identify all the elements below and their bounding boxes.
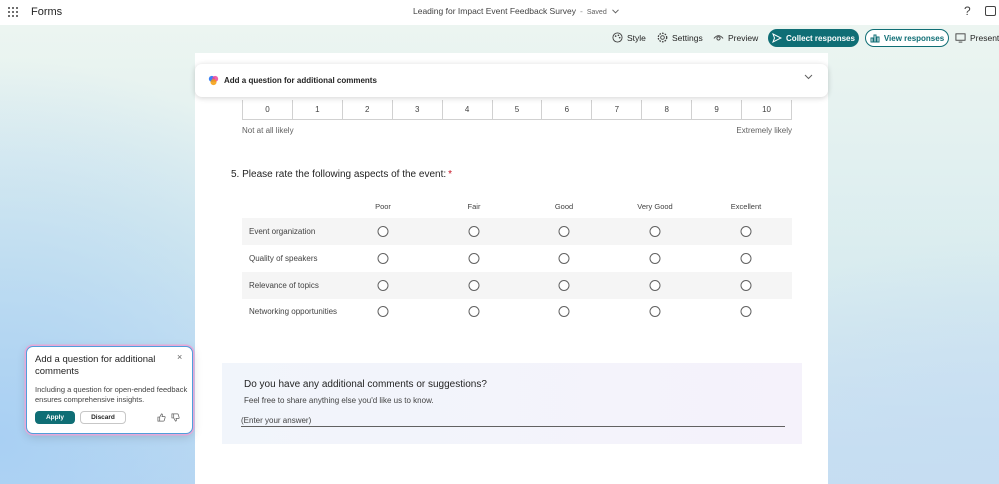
suggestion-card-body: Including a question for open-ended feedback ensures comprehensive insights. [35,385,188,404]
nps-option[interactable]: 3 [392,100,442,119]
nps-option[interactable]: 1 [292,100,342,119]
present-button[interactable] [955,32,999,43]
view-responses-label: View responses [883,33,945,43]
feedback-icon[interactable] [985,6,996,16]
rating-radio[interactable] [378,306,389,317]
rating-radio[interactable] [650,253,661,264]
nps-option[interactable]: 5 [492,100,542,119]
nps-scale [242,100,792,120]
thumbs-up-icon[interactable] [157,413,166,422]
matrix-column-header: Excellent [730,202,762,211]
collect-responses-label: Collect responses [786,33,855,43]
answer-input[interactable] [241,415,785,427]
rating-radio[interactable] [559,253,570,264]
rating-radio[interactable] [741,226,752,237]
question-5-title [231,169,452,180]
rating-radio[interactable] [650,280,661,291]
collect-responses-button[interactable] [768,29,859,47]
chevron-down-icon [612,9,619,16]
settings-label: Settings [672,32,703,43]
monitor-icon [955,32,966,43]
help-icon[interactable]: ? [964,4,971,18]
rating-radio[interactable] [469,280,480,291]
thumbs-down-icon[interactable] [171,413,180,422]
chevron-down-icon[interactable] [804,74,813,80]
app-name[interactable]: Forms [31,6,63,18]
close-icon[interactable]: × [177,352,183,362]
rating-radio[interactable] [559,280,570,291]
rating-radio[interactable] [469,226,480,237]
rating-radio[interactable] [650,306,661,317]
nps-high-label: Extremely likely [736,126,792,135]
suggestion-card-title: Add a question for additional comments [35,354,156,377]
gear-icon [657,32,668,43]
title-separator: - [580,6,583,16]
suggestion-banner[interactable] [195,64,828,97]
question-5-text: 5. Please rate the following aspects of the event: [231,169,447,180]
rating-radio[interactable] [469,253,480,264]
top-bar [0,0,999,25]
nps-option[interactable]: 6 [541,100,591,119]
view-responses-button[interactable] [865,29,949,47]
settings-button[interactable] [657,32,703,43]
banner-text: Add a question for additional comments [224,76,377,85]
nps-option[interactable]: 2 [342,100,392,119]
question-6-subtitle: Feel free to share anything else you'd like us to know. [244,396,434,405]
preview-button[interactable] [713,32,758,43]
matrix-row-label: Quality of speakers [249,254,318,263]
discard-button[interactable]: Discard [80,411,126,424]
send-icon [772,33,782,43]
matrix-row-label: Networking opportunities [249,307,338,316]
rating-radio[interactable] [469,306,480,317]
preview-label: Preview [728,32,759,43]
matrix-column-header: Very Good [637,202,673,211]
required-mark: * [448,169,453,180]
document-title: Leading for Impact Event Feedback Survey [413,6,577,16]
matrix-row [242,272,792,299]
toolbar [0,25,999,53]
present-label: Present [970,32,999,43]
apply-button[interactable]: Apply [35,411,75,424]
eye-icon [713,32,724,43]
matrix-row [242,245,792,272]
style-label: Style [627,32,646,43]
save-status: Saved [586,9,607,16]
question-6-card[interactable] [222,363,802,444]
chart-icon [870,33,880,43]
style-button[interactable] [612,32,646,43]
matrix-row [242,218,792,245]
matrix-row [242,298,792,325]
rating-radio[interactable] [650,226,661,237]
question-6-title: Do you have any additional comments or suggestions? [244,379,487,390]
rating-radio[interactable] [741,306,752,317]
rating-radio[interactable] [559,306,570,317]
app-launcher-icon[interactable] [8,7,18,17]
rating-radio[interactable] [378,253,389,264]
matrix-row-label: Event organization [249,227,316,236]
nps-option[interactable]: 10 [741,100,791,119]
matrix-column-header: Fair [467,202,481,211]
rating-radio[interactable] [741,253,752,264]
rating-radio[interactable] [378,280,389,291]
suggestion-card [26,346,193,434]
copilot-icon [208,75,219,86]
palette-icon [612,32,623,43]
nps-option[interactable]: 8 [641,100,691,119]
nps-option[interactable]: 9 [691,100,741,119]
rating-radio[interactable] [378,226,389,237]
nps-option[interactable]: 4 [442,100,492,119]
nps-option[interactable]: 0 [265,105,270,114]
matrix-row-label: Relevance of topics [249,281,319,290]
nps-low-label: Not at all likely [242,126,294,135]
rating-radio[interactable] [559,226,570,237]
document-title-menu[interactable] [413,6,619,16]
matrix-column-header: Good [554,202,574,211]
matrix-column-header: Poor [375,202,391,211]
nps-option[interactable]: 7 [591,100,641,119]
rating-radio[interactable] [741,280,752,291]
